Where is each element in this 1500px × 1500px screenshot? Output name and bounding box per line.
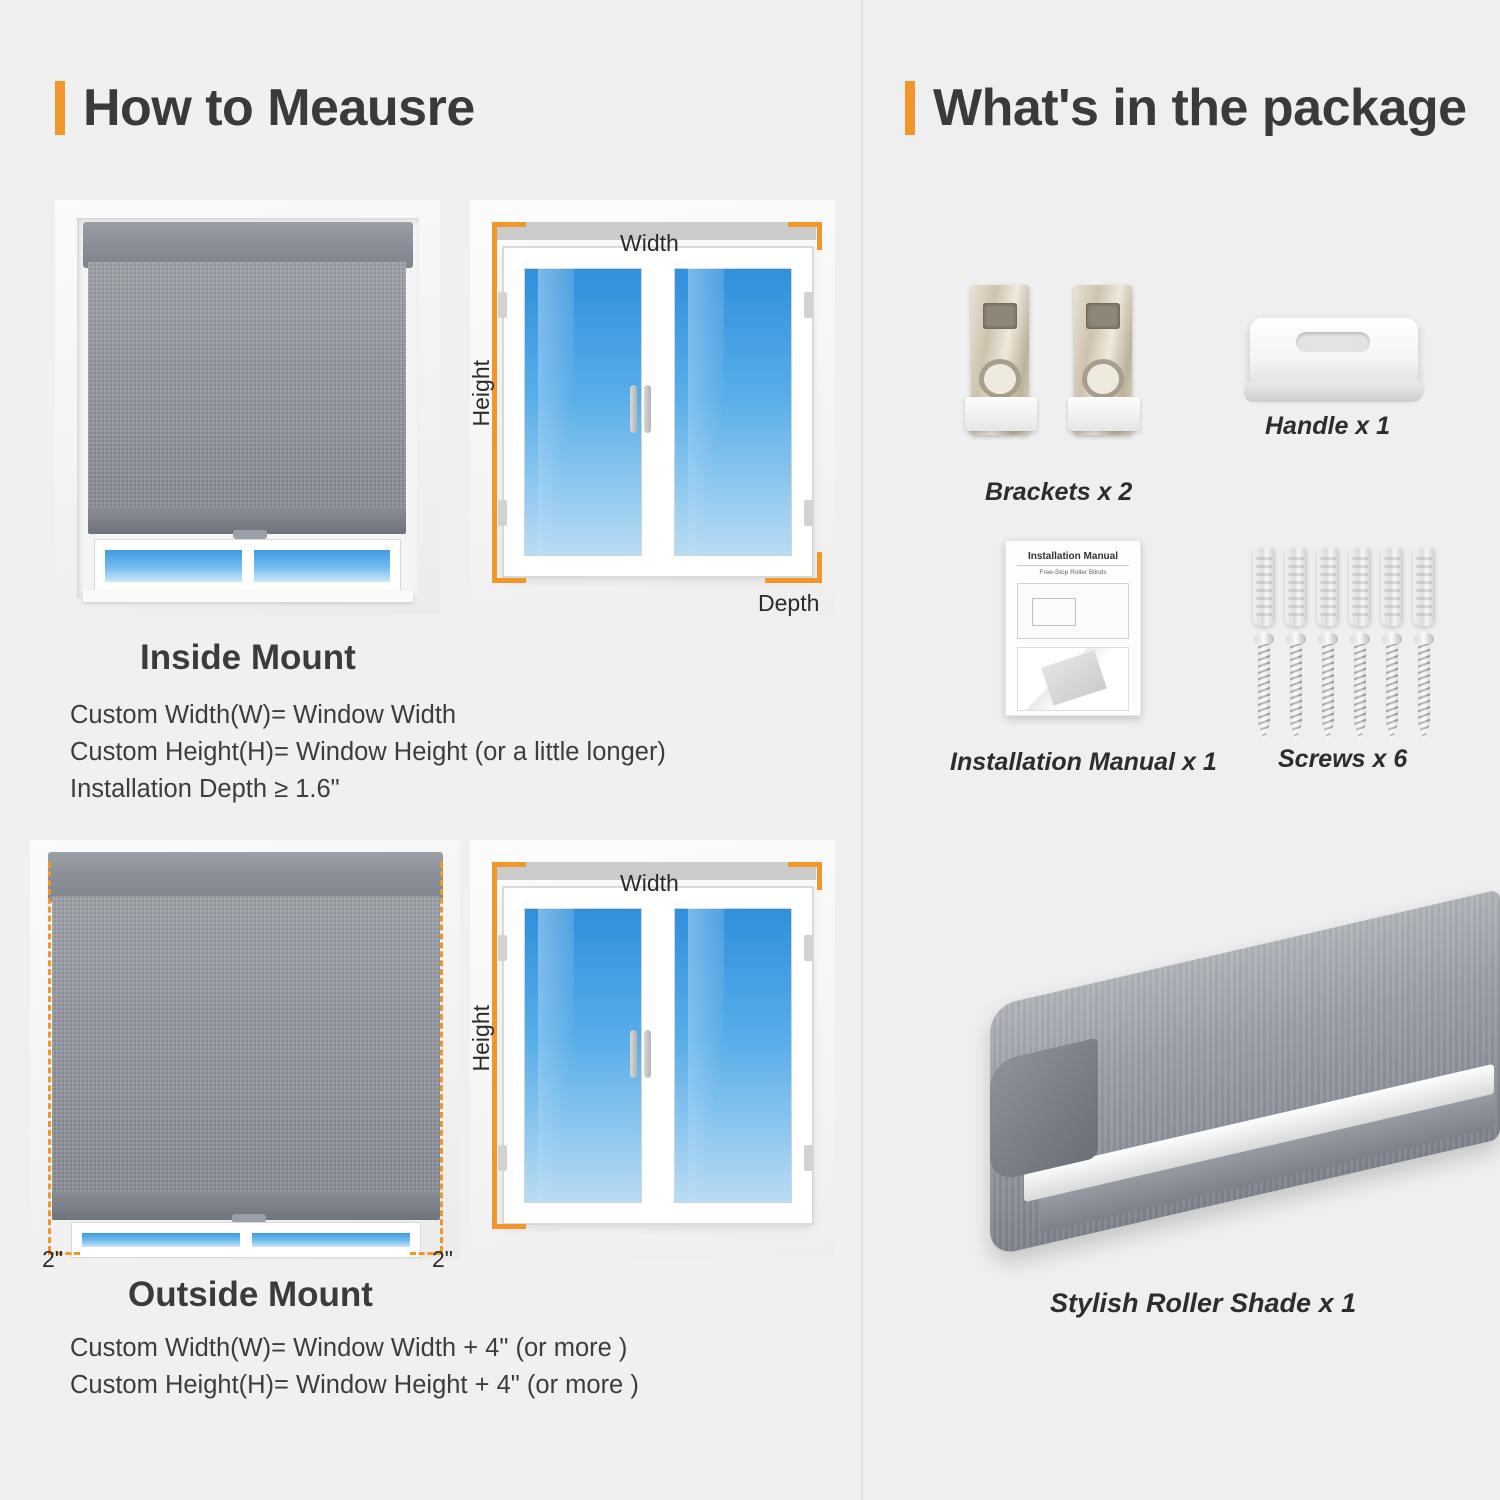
window-sash-right: [665, 899, 801, 1212]
window-pane: [249, 1230, 413, 1250]
height-label: Height: [468, 1005, 494, 1072]
window-behind-shade: [72, 1223, 420, 1257]
window-handles: [630, 385, 651, 433]
handle-left: [630, 1030, 637, 1078]
screw-shaft: [1322, 644, 1334, 740]
handle-right: [644, 385, 651, 433]
bracket-tab: [965, 397, 1037, 431]
measure-cap-top-right: [817, 222, 822, 250]
manual-caption: Installation Manual x 1: [950, 748, 1217, 776]
measure-cap-depth: [817, 552, 822, 582]
accent-bar: [905, 81, 915, 135]
depth-label: Depth: [758, 590, 820, 616]
inside-note-2: Custom Height(H)= Window Height (or a little longer): [70, 738, 666, 766]
roller-shade-caption: Stylish Roller Shade x 1: [1050, 1288, 1357, 1318]
outside-mount-notes: [70, 1330, 639, 1404]
handle-right: [644, 1030, 651, 1078]
window-hinge: [804, 500, 813, 526]
handle-icon: [1250, 318, 1418, 394]
window-hinge: [498, 500, 507, 526]
overhang-label-left: 2": [42, 1246, 63, 1272]
heading-text: What's in the package: [933, 79, 1467, 137]
anchor-icon: [1317, 548, 1339, 626]
window-frame: [504, 888, 812, 1223]
screw-head: [1382, 632, 1402, 646]
brackets-caption: Brackets x 2: [985, 478, 1133, 506]
window-hinge: [804, 292, 813, 318]
height-label: Height: [468, 360, 494, 427]
overhang-guide-left: [48, 862, 51, 1252]
manual-diagram-box: [1017, 583, 1129, 639]
heading-text: How to Meausre: [83, 79, 475, 137]
window-hinge: [498, 292, 507, 318]
outside-mount-diagram: [470, 840, 835, 1260]
glass-glint: [688, 268, 723, 556]
width-label: Width: [620, 230, 679, 256]
measure-cap-bottom-right: [765, 578, 822, 583]
anchor-icon: [1413, 548, 1435, 626]
shade-fabric: [52, 896, 440, 1196]
bracket-tab: [1068, 397, 1140, 431]
window-hinge: [498, 935, 507, 961]
bracket-icon: [965, 285, 1037, 435]
manual-subtitle: Free-Stop Roller Blinds: [1039, 569, 1107, 576]
overhang-guide-right: [440, 862, 443, 1252]
screw-shaft: [1258, 644, 1270, 740]
inside-mount-diagram: [470, 200, 835, 615]
screw-shaft: [1354, 644, 1366, 740]
outside-note-2: Custom Height(H)= Window Height + 4" (or more ): [70, 1371, 639, 1399]
screw-icon: [1286, 632, 1306, 740]
outside-mount-photo: [30, 840, 460, 1260]
width-label: Width: [620, 870, 679, 896]
package-contents-heading: [905, 78, 1467, 138]
screw-shaft: [1418, 644, 1430, 740]
window-pane: [79, 1230, 243, 1250]
window-sill: [83, 590, 413, 602]
anchor-icon: [1253, 548, 1275, 626]
outside-mount-title: Outside Mount: [128, 1275, 373, 1314]
window-handles: [630, 1030, 651, 1078]
outside-note-1: Custom Width(W)= Window Width + 4" (or more ): [70, 1334, 628, 1362]
measure-cap-top-left-h: [492, 222, 526, 227]
measure-cap-bottom-left: [492, 1224, 526, 1229]
window-frame: [504, 248, 812, 576]
screw-icon: [1414, 632, 1434, 740]
inside-mount-photo: [55, 200, 440, 615]
inside-note-3: Installation Depth ≥ 1.6": [70, 775, 340, 803]
manual-icon: [1005, 540, 1141, 716]
measure-cap-top-right: [817, 862, 822, 890]
screw-head: [1318, 632, 1338, 646]
screw-head: [1286, 632, 1306, 646]
handle-lip: [1243, 382, 1425, 402]
glass-glint: [538, 908, 573, 1203]
anchor-icon: [1381, 548, 1403, 626]
glass-glint: [688, 908, 723, 1203]
window-hinge: [804, 935, 813, 961]
shade-valance: [48, 852, 443, 902]
inside-mount-title: Inside Mount: [140, 638, 356, 677]
screw-icon: [1318, 632, 1338, 740]
glass-glint: [538, 268, 573, 556]
bracket-slot-round: [1082, 359, 1124, 399]
screw-icon: [1254, 632, 1274, 740]
window-hinge: [498, 1145, 507, 1171]
shade-fabric: [88, 262, 406, 512]
anchor-icon: [1285, 548, 1307, 626]
screw-shaft: [1290, 644, 1302, 740]
window-behind-shade: [95, 540, 400, 592]
anchor-icon: [1349, 548, 1371, 626]
inside-note-1: Custom Width(W)= Window Width: [70, 701, 457, 729]
screw-icon: [1382, 632, 1402, 740]
shade-pull-grip: [233, 530, 267, 539]
bracket-slot-top: [983, 303, 1017, 329]
bracket-slot-top: [1086, 303, 1120, 329]
screw-icon: [1350, 632, 1370, 740]
handle-left: [630, 385, 637, 433]
panel-divider: [861, 0, 863, 1500]
screw-shaft: [1386, 644, 1398, 740]
handle-notch: [1296, 332, 1370, 352]
shade-pull-grip: [232, 1214, 266, 1223]
screws-caption: Screws x 6: [1278, 745, 1408, 773]
manual-title: Installation Manual: [1017, 551, 1129, 566]
how-to-measure-heading: [55, 78, 475, 138]
bracket-icon: [1068, 285, 1140, 435]
window-sash-right: [665, 259, 801, 565]
accent-bar: [55, 81, 65, 135]
window-hinge: [804, 1145, 813, 1171]
screw-head: [1414, 632, 1434, 646]
inside-mount-notes: [70, 697, 666, 808]
measure-cap-bottom-left: [492, 578, 526, 583]
manual-figure: [1017, 647, 1129, 711]
screw-head: [1350, 632, 1370, 646]
roller-end-cap: [990, 1038, 1098, 1183]
window-pane: [251, 547, 394, 585]
screw-head: [1254, 632, 1274, 646]
overhang-label-right: 2": [432, 1246, 453, 1272]
handle-caption: Handle x 1: [1265, 412, 1391, 440]
measure-cap-top-left-h: [492, 862, 526, 867]
bracket-slot-round: [979, 359, 1021, 399]
roller-shade-icon: [980, 930, 1500, 1260]
window-pane: [102, 547, 245, 585]
